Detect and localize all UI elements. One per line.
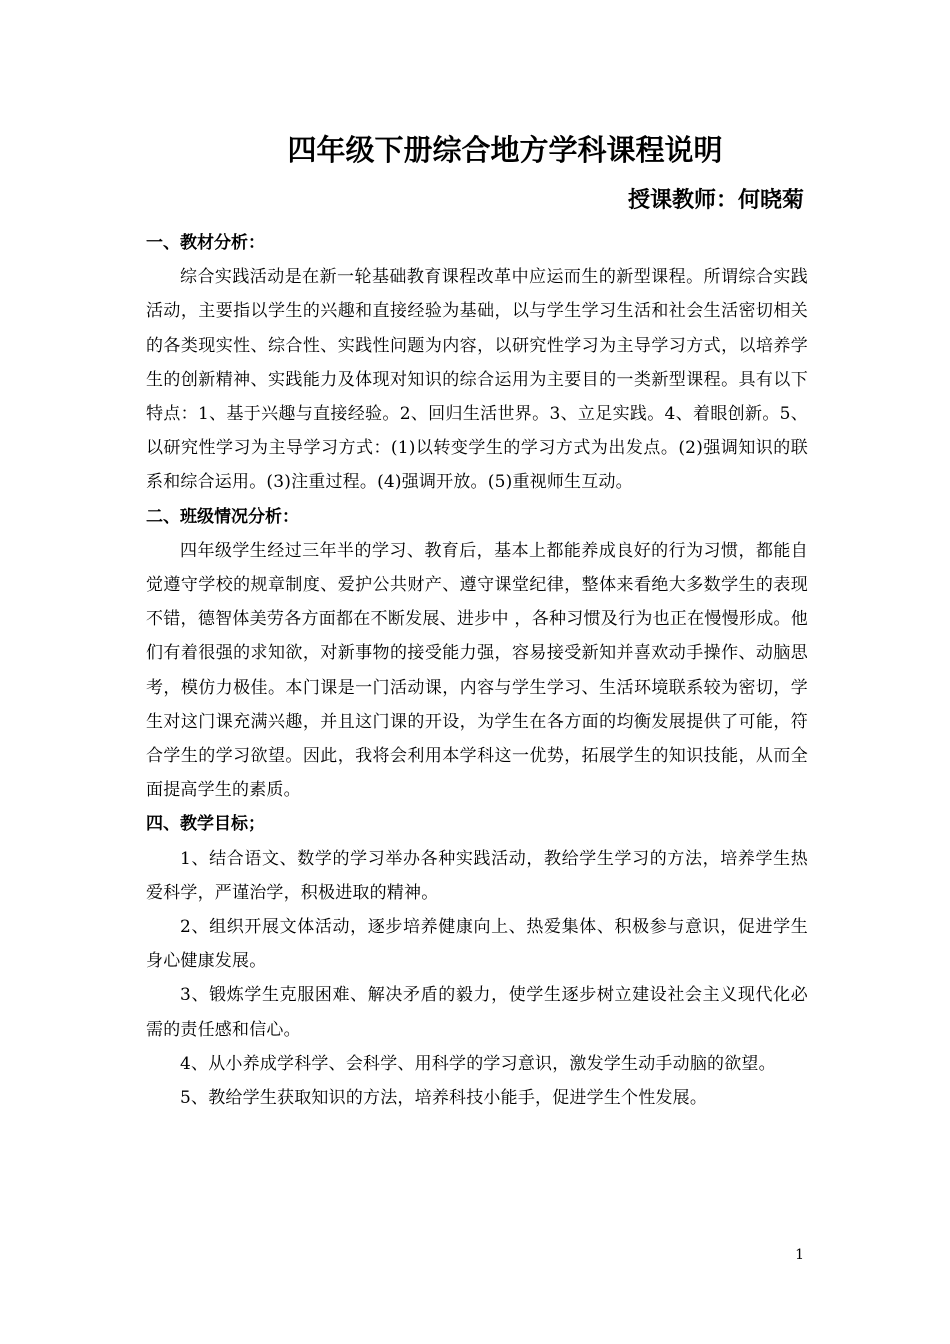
- goal-item: 2、组织开展文体活动，逐步培养健康向上、热爱集体、积极参与意识，促进学生身心健康发展。: [146, 917, 808, 972]
- author-line: 授课教师：何晓菊: [627, 187, 804, 213]
- goal-item: 4、从小养成学科学、会科学、用科学的学习意识，激发学生动手动脑的欲望。: [180, 1053, 776, 1074]
- section-heading: 二、班级情况分析：: [146, 506, 299, 527]
- page-number: 1: [795, 1247, 804, 1263]
- section-teaching-goals: [146, 807, 808, 1115]
- section-paragraph: 四年级学生经过三年半的学习、教育后，基本上都能养成良好的行为习惯，都能自觉遵守学校的规章制度、爱护公共财产、遵守课堂纪律，整体来看绝大多数学生的表现不错，德智体美劳各方面都在不断发展、进步中 ，各种习惯及行为也正在慢慢形成。他们有着很强的求知欲，对新事物的接受能力强，容易接受新知并喜欢动手操作、动脑思考，模仿力极佳。本门课是一门活动课，内容与学生学习、生活环境联系较为密切，学生对这门课充满兴趣，并且这门课的开设，为学生在各方面的均衡发展提供了可能，符合学生的学习欲望。因此，我将会利用本学科这一优势，拓展学生的知识技能，从而全面提高学生的素质。: [146, 540, 808, 801]
- section-heading: 四、教学目标；: [146, 814, 265, 835]
- section-heading: 一、教材分析：: [146, 233, 265, 253]
- section-textbook-analysis: [146, 226, 808, 500]
- document-body: [146, 226, 808, 1115]
- section-class-analysis: [146, 500, 808, 808]
- goal-item: 1、结合语文、数学的学习举办各种实践活动，教给学生学习的方法，培养学生热爱科学，严谨治学，积极进取的精神。: [146, 848, 808, 903]
- document-title: 四年级下册综合地方学科课程说明: [287, 133, 723, 167]
- goal-item: 3、锻炼学生克服困难、解决矛盾的毅力，使学生逐步树立建设社会主义现代化必需的责任感和信心。: [146, 985, 808, 1040]
- section-paragraph: 综合实践活动是在新一轮基础教育课程改革中应运而生的新型课程。所谓综合实践活动，主要指以学生的兴趣和直接经验为基础，以与学生学习生活和社会生活密切相关的各类现实性、综合性、实践性问题为内容，以研究性学习为主导学习方式，以培养学生的创新精神、实践能力及体现对知识的综合运用为主要目的一类新型课程。具有以下特点：1、基于兴趣与直接经验。2、回归生活世界。3、立足实践。4、着眼创新。5、以研究性学习为主导学习方式：(1)以转变学生的学习方式为出发点。(2)强调知识的联系和综合运用。(3)注重过程。(4)强调开放。(5)重视师生互动。: [146, 267, 808, 493]
- goal-item: 5、教给学生获取知识的方法，培养科技小能手，促进学生个性发展。: [180, 1088, 708, 1109]
